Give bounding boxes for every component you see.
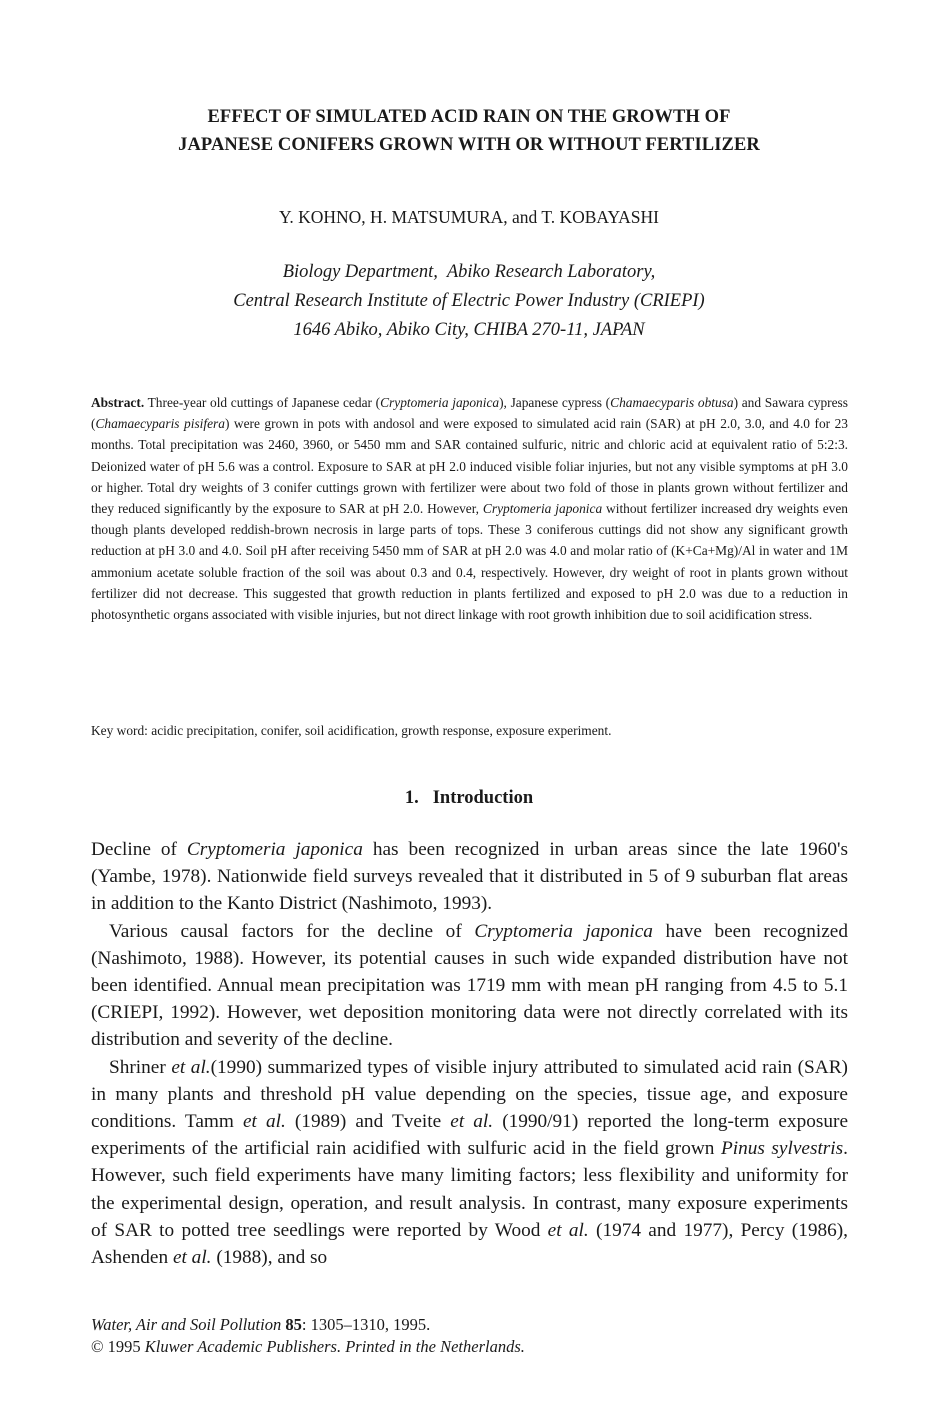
species-name: Chamaecyparis obtusa: [610, 395, 734, 410]
text-run: (1989) and Tveite: [285, 1111, 451, 1133]
abstract-text: Three-year old cuttings of Japanese cedar (: [144, 395, 381, 410]
paragraph: [91, 918, 848, 1054]
footer: [91, 1314, 525, 1358]
affiliation: [0, 258, 938, 345]
species-name: Cryptomeria japonica: [380, 395, 500, 410]
section-heading: [0, 786, 938, 810]
affiliation-line-3: 1646 Abiko, Abiko City, CHIBA 270-11, JAPAN: [293, 320, 645, 340]
body-text: [91, 836, 848, 1271]
title-line-2: JAPANESE CONIFERS GROWN WITH OR WITHOUT FERTILIZER: [178, 135, 760, 155]
abstract-label: Abstract.: [91, 395, 145, 410]
copyright-line: [91, 1336, 525, 1358]
text-run: (1988), and so: [211, 1247, 328, 1269]
et-al: et al.: [171, 1056, 211, 1078]
species-name: Cryptomeria japonica: [482, 501, 603, 517]
abstract-text: ) and Sawara cypress (: [91, 395, 848, 432]
paragraph: [91, 1054, 848, 1272]
keywords: Key word: acidic precipitation, conifer, soil acidification, growth response, exposure experiment.: [91, 723, 612, 738]
et-al: et al.: [547, 1219, 589, 1241]
paper-title: [0, 103, 938, 159]
abstract-text: without fertilizer increased dry weights even though plants developed reddish-brown necrosis in large parts of tops. These 3 coniferous cuttings did not show any significant growth reduction at pH 3.0 and 4.0. Soil pH after receiving 5450 mm of SAR at pH 2.0 was 4.0 and molar ratio of (K+Ca+Mg)/Al in water and 1M ammonium acetate soluble fraction of the soil was about 0.3 and 0.4, respectively. However, dry weight of root in plants grown without fertilizer did not decrease. This suggested that growth reduction in plants fertilized and exposed to pH 2.0 was due to a reduction in photosynthetic organs associated with visible injuries, but not direct linkage with root growth inhibition due to soil acidification stress.: [91, 501, 848, 623]
text-run: (1974 and 1977), Percy (1986), Ashenden: [91, 1219, 848, 1269]
text-run: Shriner: [109, 1056, 172, 1078]
citation-line: [91, 1314, 525, 1336]
species-name: Cryptomeria japonica: [474, 920, 653, 942]
affiliation-line-1: Biology Department, Abiko Research Laboratory,: [282, 262, 656, 282]
text-run: have been recognized (Nashimoto, 1988). However, its potential causes in such wide expanded distribution have not been identified. Annual mean precipitation was 1719 mm with mean pH ranging from 4.5 to 5.1 (CRIEPI, 1992). However, wet deposition monitoring data were not directly correlated with its distribution and severity of the decline.: [91, 920, 848, 1051]
species-name: Chamaecyparis pisifera: [95, 416, 225, 432]
title-line-1: EFFECT OF SIMULATED ACID RAIN ON THE GROWTH OF: [207, 107, 731, 127]
abstract: [91, 392, 848, 625]
publisher: Kluwer Academic Publishers. Printed in the Netherlands.: [144, 1337, 525, 1356]
text-run: Decline of: [91, 839, 187, 860]
journal-name: Water, Air and Soil Pollution: [91, 1315, 282, 1334]
section-number: 1.: [404, 788, 419, 808]
text-run: (1990/91) reported the long-term exposure experiments of the artificial rain acidified with sulfuric acid in the field grown: [91, 1111, 848, 1160]
copyright: © 1995: [91, 1337, 145, 1356]
journal-volume: 85: [285, 1315, 302, 1334]
journal-pages: : 1305–1310, 1995.: [301, 1315, 431, 1334]
paragraph: [91, 836, 848, 918]
text-run: Various causal factors for the decline of: [109, 920, 475, 942]
species-name: Cryptomeria japonica: [186, 839, 363, 860]
affiliation-line-2: Central Research Institute of Electric Power Industry (CRIEPI): [233, 291, 705, 311]
abstract-text: ) were grown in pots with andosol and were exposed to simulated acid rain (SAR) at pH 2.0, 3.0, and 4.0 for 23 months. Total precipitation was 2460, 3960, or 5450 mm and SAR contained sulfuric, nitric and chloric acid at equivalent ratio of 5:2:3. Deionized water of pH 5.6 was a control. Exposure to SAR at pH 2.0 induced visible foliar injuries, but not any visible symptoms at pH 3.0 or higher. Total dry weights of 3 conifer cuttings grown with fertilizer were about two fold of those in plants grown without fertilizer and they reduced significantly by the exposure to SAR at pH 2.0. However,: [91, 416, 848, 517]
abstract-text: ), Japanese cypress (: [499, 395, 611, 410]
text-run: (1990) summarized types of visible injury attributed to simulated acid rain (SAR) in many plants and threshold pH value depending on the species, tissue age, and exposure conditions. Tamm: [91, 1056, 848, 1133]
et-al: et al.: [450, 1111, 494, 1133]
species-name: Pinus sylvestris: [720, 1138, 844, 1160]
et-al: et al.: [242, 1111, 286, 1133]
text-run: . However, such field experiments have many limiting factors; less flexibility and uniformity for the experimental design, operation, and result analysis. In contrast, many exposure experiments of SAR to potted tree seedlings were reported by Wood: [91, 1138, 848, 1241]
authors: Y. KOHNO, H. MATSUMURA, and T. KOBAYASHI: [278, 207, 660, 227]
et-al: et al.: [172, 1247, 212, 1269]
section-title: Introduction: [432, 788, 534, 808]
text-run: has been recognized in urban areas since the late 1960's (Yambe, 1978). Nationwide field surveys revealed that it distributed in 5 of 9 suburban flat areas in addition to the Kanto District (Nashimoto, 1993).: [91, 839, 849, 915]
